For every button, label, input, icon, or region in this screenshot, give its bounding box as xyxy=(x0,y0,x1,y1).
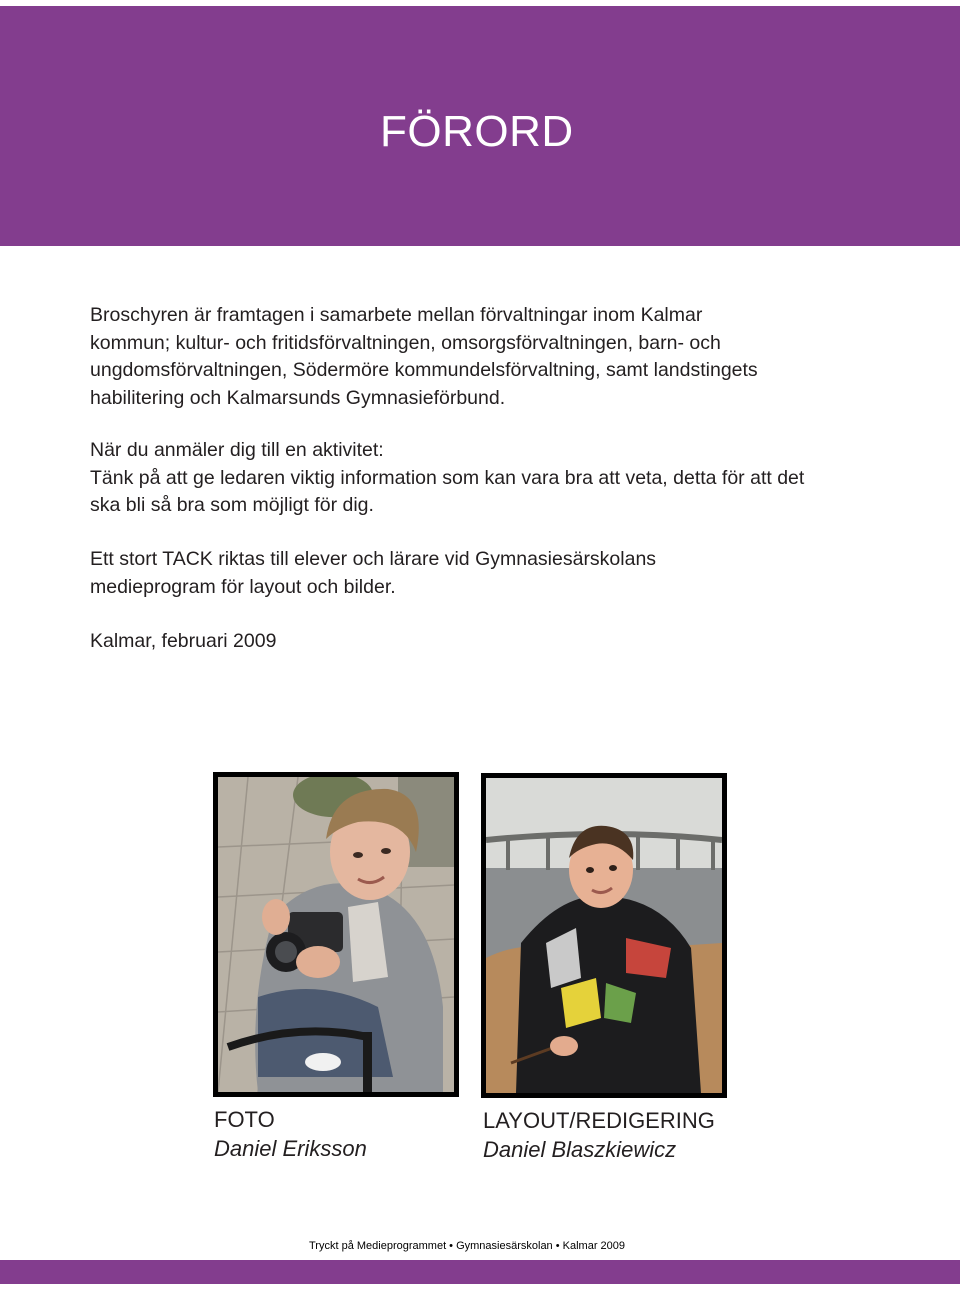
signoff: Kalmar, februari 2009 xyxy=(90,630,277,652)
intro-line: habilitering och Kalmarsunds Gymnasieförbund. xyxy=(90,386,506,409)
registration-line: Tänk på att ge ledaren viktig information som kan vara bra att veta, detta för att det xyxy=(90,466,805,489)
intro-line: ungdomsförvaltningen, Södermöre kommundelsförvaltning, samt landstingets xyxy=(90,359,758,381)
thanks-paragraph xyxy=(90,546,880,601)
header-band xyxy=(0,6,960,246)
photographer-photo-icon xyxy=(218,777,454,1092)
editor-photo xyxy=(481,773,727,1098)
credit-role-photo: FOTO xyxy=(214,1107,275,1132)
intro-line: Broschyren är framtagen i samarbete mellan förvaltningar inom Kalmar xyxy=(90,304,703,326)
photographer-photo xyxy=(213,772,459,1097)
editor-photo-icon xyxy=(486,778,722,1093)
thanks-line: medieprogram för layout och bilder. xyxy=(90,575,396,598)
footer-credit-line xyxy=(0,1239,960,1253)
page-title: FÖRORD xyxy=(380,107,574,156)
footer-text: Tryckt på Medieprogrammet • Gymnasiesärskolan • Kalmar 2009 xyxy=(308,1240,626,1252)
thanks-line: Ett stort TACK riktas till elever och lärare vid Gymnasiesärskolans xyxy=(90,548,657,570)
registration-paragraph xyxy=(90,437,880,520)
registration-line: ska bli så bra som möjligt för dig. xyxy=(90,494,374,516)
credit-name-photo: Daniel Eriksson xyxy=(214,1136,367,1161)
footer-band xyxy=(0,1260,960,1284)
registration-line: När du anmäler dig till en aktivitet: xyxy=(90,439,384,461)
credit-name-layout: Daniel Blaszkiewicz xyxy=(483,1137,677,1162)
intro-paragraph xyxy=(90,302,880,412)
credit-role-layout: LAYOUT/REDIGERING xyxy=(483,1108,715,1133)
intro-line: kommun; kultur- och fritidsförvaltningen, omsorgsförvaltningen, barn- och xyxy=(90,331,721,354)
